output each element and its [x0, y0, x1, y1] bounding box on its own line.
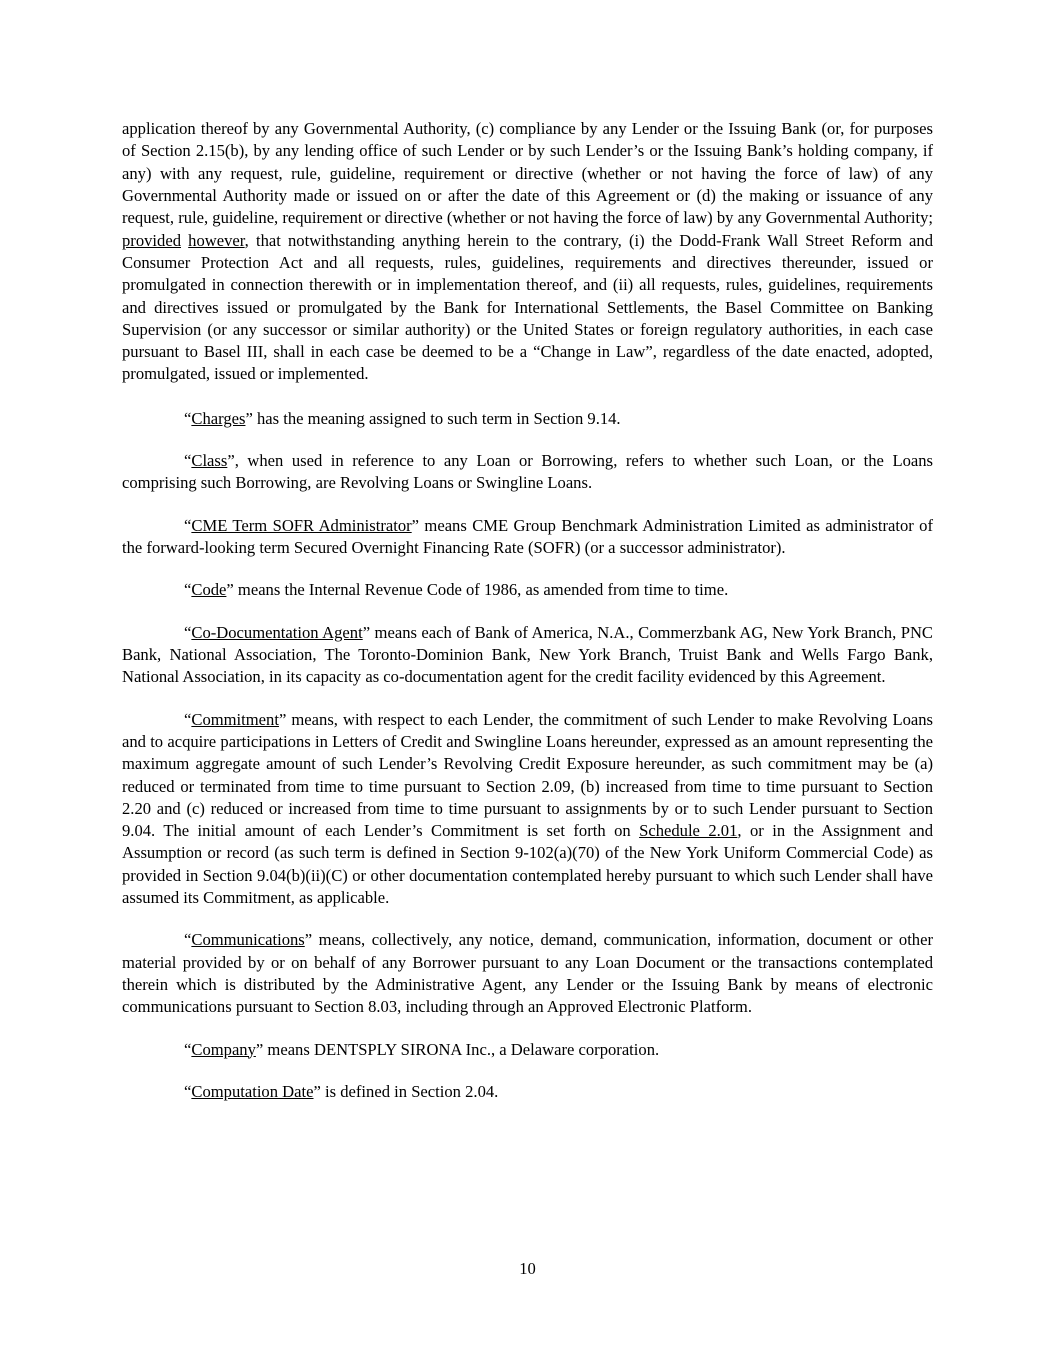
p-class: [122, 450, 933, 495]
text-run: ” is defined in Section 2.04.: [313, 1081, 499, 1101]
text-run: ” means, with respect to each Lender, the commitment of such Lender to make Revolving Loans and to acquire participations in Letters of Credit and Swingline Loans hereunder, expressed as an amount representing the maximum aggregate amount of such Lender’s Revolving Credit Exposure hereunder, as such commitment may be (a) reduced or terminated from time to time pursuant to Section 2.09, (b) increased from time to time pursuant to Section 2.20 and (c) reduced or increased from time to time pursuant to assignments by or to such Lender pursuant to Section 9.04. The initial amount of each Lender’s Commitment is set forth on: [122, 709, 933, 841]
defined-term: CME Term SOFR Administrator: [191, 515, 412, 535]
text-run: ” means DENTSPLY SIRONA Inc., a Delaware corporation.: [255, 1039, 660, 1059]
text-run: “: [184, 515, 192, 535]
defined-term: Charges: [191, 408, 246, 428]
defined-term: Schedule 2.01: [639, 821, 738, 841]
text-run: “: [184, 1039, 192, 1059]
defined-term: Company: [191, 1039, 256, 1059]
text-run: ” has the meaning assigned to such term in Section 9.14.: [245, 408, 621, 428]
text-run: “: [184, 451, 192, 471]
text-run: ” means each of Bank of America, N.A., Commerzbank AG, New York Branch, PNC Bank, National Association, The Toronto-Dominion Bank, New York Branch, Truist Bank and Wells Fargo Bank, National Association, in its capacity as co-documentation agent for the credit facility evidenced by this Agreement.: [122, 622, 933, 687]
p-computation-date: [122, 1081, 933, 1103]
defined-term: Code: [191, 580, 227, 600]
defined-term: provided: [122, 230, 181, 250]
p-cme-term-sofr-administrator: [122, 515, 933, 560]
text-run: “: [184, 580, 192, 600]
text-run: “: [184, 408, 192, 428]
defined-term: Class: [191, 451, 228, 471]
text-run: ” means the Internal Revenue Code of 1986, as amended from time to time.: [226, 580, 729, 600]
p-change-in-law: [122, 118, 933, 386]
defined-term: Commitment: [191, 709, 279, 729]
defined-term: Co-Documentation Agent: [191, 622, 363, 642]
defined-term: Communications: [191, 930, 305, 950]
defined-term: Computation Date: [191, 1081, 314, 1101]
text-run: , that notwithstanding anything herein to the contrary, (i) the Dodd-Frank Wall Street Reform and Consumer Protection Act and all requests, rules, guidelines, requirements and directives thereunder, issued or promulgated in connection therewith or in implementation thereof, and (ii) all requests, rules, guidelines, requirements and directives issued or promulgated by the Bank for International Settlements, the Basel Committee on Banking Supervision (or any successor or similar authority) or the United States or foreign regulatory authorities, in each case pursuant to Basel III, shall in each case be deemed to be a “Change in Law”, regardless of the date enacted, adopted, promulgated, issued or implemented.: [122, 230, 933, 384]
text-run: “: [184, 709, 192, 729]
p-co-documentation-agent: [122, 622, 933, 689]
p-charges: [122, 408, 933, 430]
text-run: application thereof by any Governmental Authority, (c) compliance by any Lender or the Issuing Bank (or, for purposes of Section 2.15(b), by any lending office of such Lender or by such Lender’s or the Issuing Bank’s holding company, if any) with any request, rule, guideline, requirement or directive (whether or not having the force of law) of any Governmental Authority made or issued on or after the date of this Agreement or (d) the making or issuance of any request, rule, guideline, requirement or directive (whether or not having the force of law) by any Governmental Authority;: [122, 119, 933, 228]
text-run: “: [184, 930, 192, 950]
p-code: [122, 579, 933, 601]
p-commitment: [122, 709, 933, 910]
p-communications: [122, 929, 933, 1018]
text-run: “: [184, 1081, 192, 1101]
document-body: [122, 118, 933, 1103]
text-run: “: [184, 622, 192, 642]
text-run: ” means CME Group Benchmark Administration Limited as administrator of the forward-looking term Secured Overnight Financing Rate (SOFR) (or a successor administrator).: [122, 515, 933, 557]
p-company: [122, 1039, 933, 1061]
page-number: 10: [519, 1259, 536, 1278]
defined-term: however: [188, 230, 245, 250]
text-run: ” means, collectively, any notice, demand, communication, information, document or other material provided by or on behalf of any Borrower pursuant to any Loan Document or the transactions contemplated therein which is distributed by the Administrative Agent, any Lender or the Issuing Bank by means of electronic communications pursuant to Section 8.03, including through an Approved Electronic Platform.: [122, 930, 933, 1017]
text-run: ”, when used in reference to any Loan or Borrowing, refers to whether such Loan, or the Loans comprising such Borrowing, are Revolving Loans or Swingline Loans.: [122, 451, 933, 493]
text-run: , or in the Assignment and Assumption or record (as such term is defined in Section 9-102(a)(70) of the New York Uniform Commercial Code) as provided in Section 9.04(b)(ii)(C) or other documentation contemplated hereby pursuant to which such Lender shall have assumed its Commitment, as applicable.: [122, 821, 933, 908]
